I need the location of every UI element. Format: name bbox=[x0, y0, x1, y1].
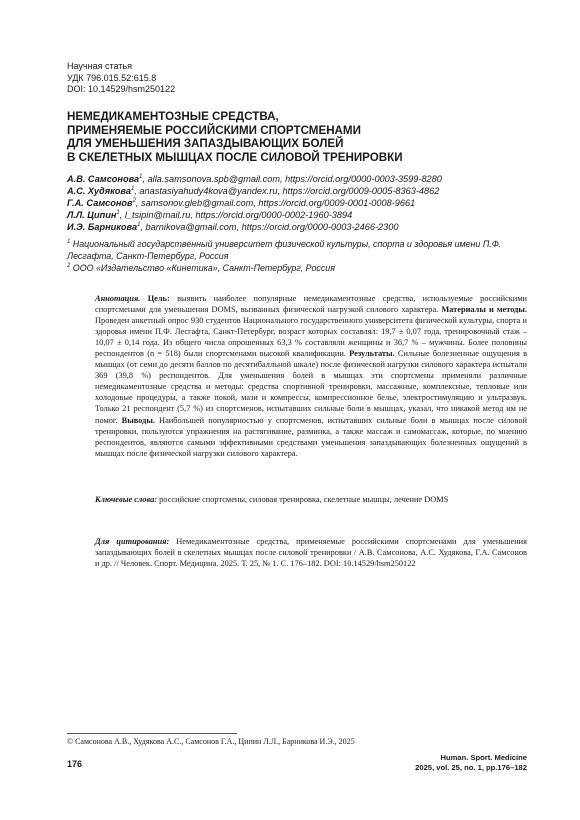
article-type: Научная статья bbox=[67, 61, 132, 71]
page-number: 176 bbox=[67, 759, 83, 769]
conclusions-label: Выводы. bbox=[121, 415, 155, 425]
affiliations bbox=[67, 239, 537, 274]
title-line: ПРИМЕНЯЕМЫЕ РОССИЙСКИМИ СПОРТСМЕНАМИ bbox=[67, 123, 361, 137]
article-meta bbox=[67, 61, 175, 96]
title-line: В СКЕЛЕТНЫХ МЫШЦАХ ПОСЛЕ СИЛОВОЙ ТРЕНИРОВКИ bbox=[67, 150, 403, 164]
author-name: И.Э. Барникова bbox=[67, 222, 138, 233]
results-label: Результаты. bbox=[349, 349, 395, 359]
journal-info bbox=[415, 753, 527, 772]
abstract bbox=[95, 293, 527, 459]
keywords-label: Ключевые слова: bbox=[95, 495, 158, 504]
journal-issue: 2025, vol. 25, no. 1, pp.176–182 bbox=[415, 762, 527, 772]
affiliation bbox=[67, 263, 537, 275]
udc-code: УДК 796.015.52:615.8 bbox=[67, 72, 157, 83]
affiliation-number: 2 bbox=[67, 262, 71, 269]
author-line bbox=[67, 185, 537, 197]
footnote-divider bbox=[67, 733, 237, 734]
author-affil-ref: 1 bbox=[139, 173, 143, 180]
results-text: Сильные болезненные ощущения в мышцах (от семи до десяти баллов по десятибалльной шкале) после физической нагрузки силового характера испытали 369 (39,8 %) респондентов. Для уменьшения болей в мышцах эти спортсмены применяли различные немедикаментозные средства и методы: средства спортивной тренировки, массажные, комплексные, тепловые или холодовые процедуры, а также покой, мази и компрессы, компрессионное белье, электростимуляцию и ультразвук. Только 21 респондент (5,7 %) из спортсменов, испытавших сильные боли в мышцах, указал, что никакой метод им не помог. bbox=[95, 349, 528, 425]
author-contacts: , samsonov.gleb@gmail.com, https://orcid.org/0009-0001-0008-9661 bbox=[135, 198, 416, 209]
goal-text: выявить наиболее популярные немедикаментозные средства, используемые российскими спортсменами для уменьшения DOMS, вызванных физической нагрузкой силового характера. bbox=[95, 294, 527, 315]
author-name: Г.А. Самсонов bbox=[67, 198, 133, 209]
citation bbox=[95, 536, 527, 569]
affiliation bbox=[67, 239, 537, 263]
author-line bbox=[67, 209, 537, 221]
author-name: Л.Л. Ципин bbox=[67, 210, 117, 221]
citation-label: Для цитирования: bbox=[95, 537, 170, 546]
abstract-label: Аннотация. bbox=[95, 294, 141, 303]
author-affil-ref: 1 bbox=[130, 186, 135, 193]
author-line bbox=[67, 197, 537, 209]
author-line bbox=[67, 221, 537, 233]
copyright: © Самсонова А.В., Худякова А.С., Самсонов Г.А., Ципин Л.Л., Барникова И.Э., 2025 bbox=[67, 737, 355, 746]
doi: DOI: 10.14529/hsm250122 bbox=[67, 84, 176, 94]
authors-list bbox=[67, 173, 537, 233]
author-affil-ref: 1 bbox=[137, 222, 141, 229]
article-title bbox=[67, 110, 527, 164]
author-contacts: , l_tsipin@mail.ru, https://orcid.org/0000-0002-1960-3894 bbox=[119, 210, 353, 221]
keywords bbox=[95, 494, 527, 505]
methods-label: Материалы и методы. bbox=[441, 305, 527, 315]
conclusions-text: Наибольшей популярностью у спортсменов, испытавших сильные боли в мышцах после силовой тренировки, пользуются упражнения на растягивание, разминка, а также массаж и самомассаж, которые, по мнению респондентов, являются самыми эффективными средствами уменьшения запаздывающих болезненных ощущений в мышцах после физической нагрузки силового характера. bbox=[95, 415, 527, 458]
author-contacts: , alla.samsonova.spb@gmail.com, https://orcid.org/0000-0003-3599-8280 bbox=[142, 174, 442, 184]
journal-name: Human. Sport. Medicine bbox=[440, 753, 527, 762]
affiliation-text: Национальный государственный университет физической культуры, спорта и здоровья имени П.Ф. Лесгафта, Санкт-Петербург, Россия bbox=[67, 239, 502, 261]
title-line: ДЛЯ УМЕНЬШЕНИЯ ЗАПАЗДЫВАЮЩИХ БОЛЕЙ bbox=[67, 137, 344, 151]
citation-text: Немедикаментозные средства, применяемые российскими спортсменами для уменьшения запаздывающих болей в скелетных мышцах после силовой тренировки / А.В. Самсонова, А.С. Худякова, Г.А. Самсонов и др. // Человек. Спорт. Медицина. 2025. Т. 25, № 1. С. 176–182. DOI: 10.14529/hsm250122 bbox=[95, 537, 527, 569]
author-affil-ref: 2 bbox=[132, 198, 136, 205]
keywords-text: российские спортсмены, силовая тренировка, скелетные мышцы, лечение DOMS bbox=[157, 495, 449, 504]
methods-text: Проведен анкетный опрос 930 студентов Национального государственного университета физической культуры, спорта и здоровья имени П.Ф. Лесгафта, Санкт-Петербург, возраст которых составлял: 19,7 ± 0,07 года, тренировочный стаж – 10,07 ± 0,14 года. Из общего числа опрошенных 63,3 % составляли женщины и 36,7 % – мужчины. Более половины респондентов (n = 518) были спортсменами высокой квалификации. bbox=[95, 316, 527, 359]
author-contacts: , anastasiyahudy4kova@yandex.ru, https://orcid.org/0009-0005-8363-4862 bbox=[134, 186, 440, 197]
author-name: А.С. Худякова bbox=[67, 186, 131, 197]
affiliation-text: ООО «Издательство «Кинетика», Санкт-Петербург, Россия bbox=[70, 262, 335, 273]
affiliation-number: 1 bbox=[67, 239, 71, 246]
author-line bbox=[67, 173, 537, 185]
author-affil-ref: 1 bbox=[116, 210, 120, 217]
author-contacts: , barnikova@gmail.com, https://orcid.org/0000-0003-2466-2300 bbox=[140, 222, 399, 233]
goal-label: Цель: bbox=[147, 294, 170, 303]
author-name: А.В. Самсонова bbox=[67, 174, 140, 184]
title-line: НЕМЕДИКАМЕНТОЗНЫЕ СРЕДСТВА, bbox=[67, 110, 279, 123]
